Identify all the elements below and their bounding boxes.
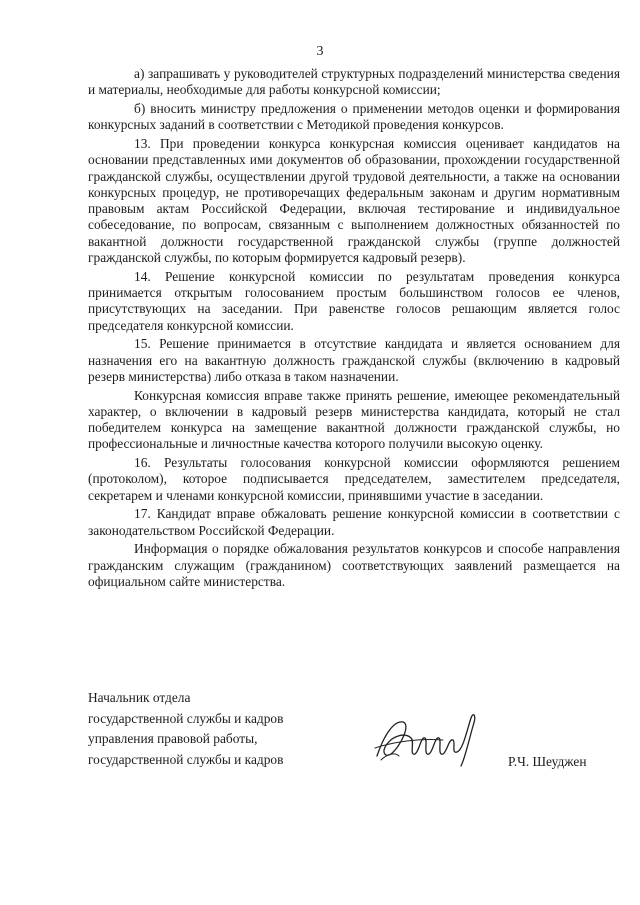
paragraph-appeal-info: Информация о порядке обжалования результатов конкурсов и способе направления гражданским служащим (гражданином) соответствующих заявлений размещается на официальном сайте министерства. — [88, 541, 620, 590]
signer-position-line: государственной службы и кадров — [88, 751, 284, 767]
signer-name: Р.Ч. Шеуджен — [508, 754, 587, 769]
paragraph-subitem-a: а) запрашивать у руководителей структурных подразделений министерства сведения и материалы, необходимые для работы конкурсной комиссии; — [88, 66, 620, 98]
paragraph-recommendation: Конкурсная комиссия вправе также принять решение, имеющее рекомендательный характер, о включении в кадровый резерв министерства кандидата, который не стал победителем конкурса на замещение вакантной должности гражданской службы, но профессиональные и личностные качества которого получили высокую оценку. — [88, 387, 620, 452]
document-body — [88, 66, 620, 593]
page-number: 3 — [316, 44, 324, 59]
paragraph-16: 16. Результаты голосования конкурсной комиссии оформляются решением (протоколом), которое подписывается председателем, заместителем председателя, секретарем и членами конкурсной комиссии, принявшими участие в заседании. — [88, 455, 620, 503]
signer-position — [88, 688, 348, 770]
signature-block — [88, 688, 620, 798]
paragraph-15: 15. Решение принимается в отсутствие кандидата и является основанием для назначения его на вакантную должность гражданской службы (включению в кадровый резерв министерства) либо отказа в таком назначении. — [88, 336, 620, 384]
paragraph-13: 13. При проведении конкурса конкурсная комиссия оценивает кандидатов на основании представленных ими документов об образовании, прохождении государственной гражданской службы, осуществлении другой трудовой деятельности, а также на основании конкурсных процедур, не противоречащих федеральным законам и другим нормативным правовым актам Российской Федерации, включая тестирование и индивидуальное собеседование, по вопросам, связанным с выполнением должностных обязанностей по вакантной должности государственной гражданской службы (группе должностей гражданской службы, по которым формируется кадровый резерв). — [88, 135, 620, 266]
signer-position-line: Начальник отдела — [88, 690, 191, 705]
signer-position-line: государственной службы и кадров — [88, 710, 284, 726]
paragraph-subitem-b: б) вносить министру предложения о применении методов оценки и формирования конкурсных заданий в соответствии с Методикой проведения конкурсов. — [88, 100, 620, 133]
paragraph-17: 17. Кандидат вправе обжаловать решение конкурсной комиссии в соответствии с законодательством Российской Федерации. — [88, 506, 620, 538]
signer-position-line: управления правовой работы, — [88, 731, 258, 746]
handwritten-signature — [373, 710, 485, 772]
paragraph-14: 14. Решение конкурсной комиссии по результатам проведения конкурса принимается открытым голосованием простым большинством голосов ее членов, присутствующих на заседании. При равенстве голосов решающим является голос председателя конкурсной комиссии. — [88, 268, 620, 333]
